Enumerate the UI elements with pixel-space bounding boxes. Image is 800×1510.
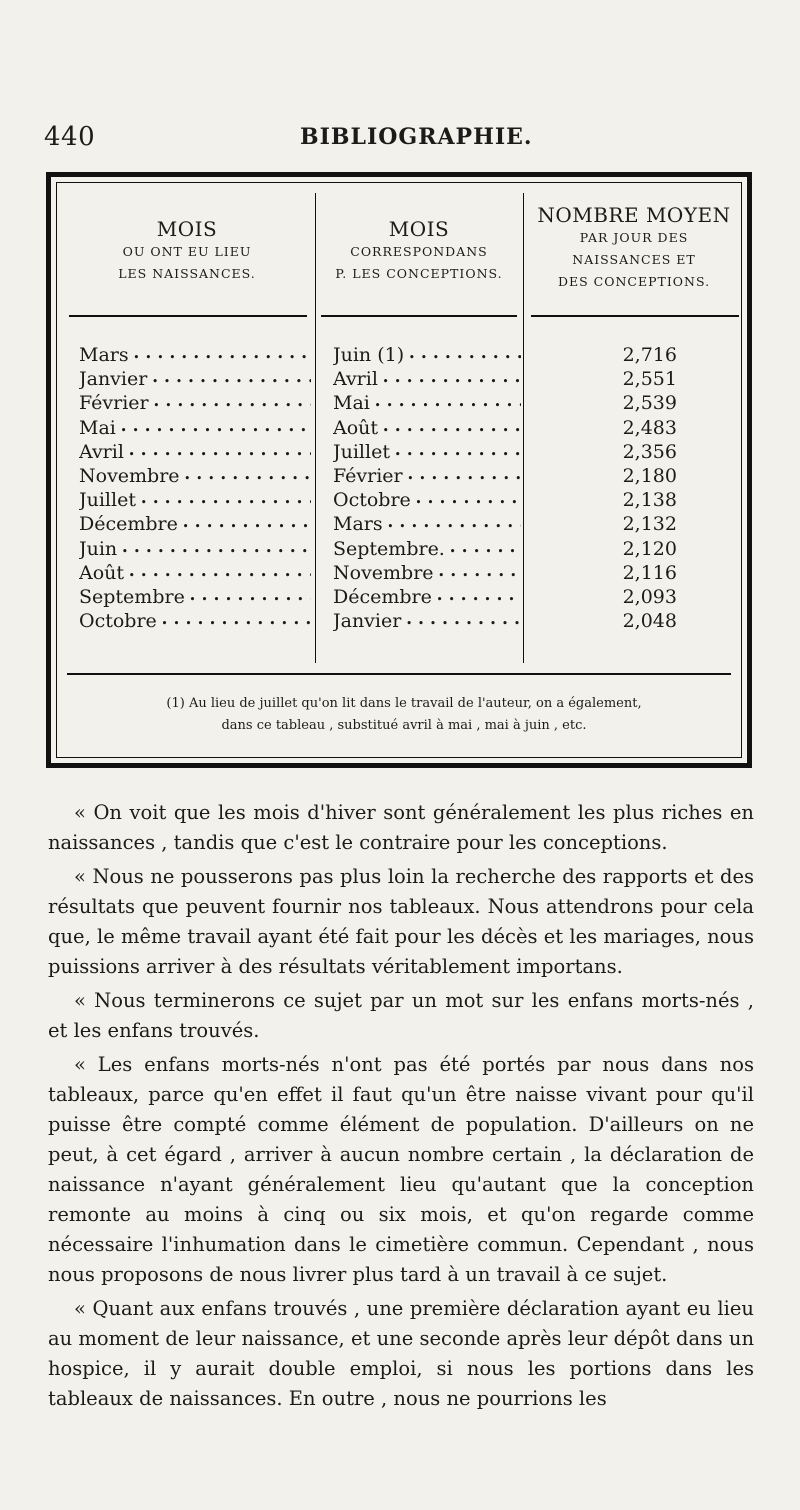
header-subtitle: LES NAISSANCES.	[118, 266, 256, 281]
conception-month-cell: Mars • • •	[333, 512, 521, 539]
average-cell: 2,539	[622, 392, 677, 415]
table-bottom-rule	[67, 673, 731, 675]
average-cell: 2,048	[622, 610, 677, 633]
conception-month-cell: Novembre • • •	[333, 561, 521, 588]
birth-month-cell: Novembre • • •	[79, 464, 311, 491]
average-cell: 2,180	[622, 464, 677, 487]
header-subtitle: CORRESPONDANS	[350, 244, 488, 259]
conception-month-cell: Septembre. • • •	[333, 537, 521, 564]
header-title: MOIS	[388, 217, 450, 241]
running-title: BIBLIOGRAPHIE.	[300, 124, 533, 150]
header-subtitle: NAISSANCES ET	[572, 252, 696, 267]
conception-month-cell: Décembre • • •	[333, 585, 521, 612]
paragraph: « Les enfans morts-nés n'ont pas été portés par nous dans nos tableaux, parce qu'en effet il faut qu'un être naisse vivant pour qu'il puisse être compté comme élément de population. D'ailleurs on ne peut, à cet égard , arriver à aucun nombre certain , la déclaration de naissance n'ayant généralement lieu qu'autant que la conception remonte au moins à cinq ou six mois, et qu'on regarde comme nécessaire l'inhumation dans le cimetière commun. Cependant , nous nous proposons de nous livrer plus tard à un travail à ce sujet.	[48, 1053, 754, 1286]
table-row	[57, 488, 741, 512]
table-row	[57, 416, 741, 440]
average-cell: 2,356	[622, 440, 677, 463]
conception-month-cell: Juillet • • •	[333, 440, 521, 467]
birth-month-cell: Avril • • •	[79, 440, 311, 467]
header-birth-month	[67, 217, 307, 285]
table-row	[57, 391, 741, 415]
average-cell: 2,093	[622, 585, 677, 608]
page-header	[44, 122, 764, 158]
birth-month-cell: Mai • • •	[79, 416, 311, 443]
birth-month-cell: Août • • •	[79, 561, 311, 588]
paragraph: « Nous ne pousserons pas plus loin la recherche des rapports et des résultats que peuvent fournir nos tableaux. Nous attendrons pour cela que, le même travail ayant été fait pour les décès et les mariages, nous puissions arriver à des résultats véritablement importans.	[48, 865, 754, 978]
paragraph: « Nous terminerons ce sujet par un mot sur les enfans morts-nés , et les enfans trouvés.	[48, 989, 754, 1042]
birth-month-cell: Septembre • • •	[79, 585, 311, 612]
table-footnote	[87, 693, 721, 737]
header-subtitle: P. LES CONCEPTIONS.	[335, 266, 503, 281]
table-inner-border	[56, 182, 742, 758]
birth-month-cell: Janvier • • •	[79, 367, 311, 394]
header-title: MOIS	[156, 217, 218, 241]
header-rule	[321, 315, 517, 317]
header-subtitle: DES CONCEPTIONS.	[557, 274, 711, 289]
table-row	[57, 440, 741, 464]
conception-month-cell: Mai • • •	[333, 391, 521, 418]
paragraph: « Quant aux enfans trouvés , une première déclaration ayant eu lieu au moment de leur naissance, et une seconde après leur dépôt dans un hospice, il y aurait double emploi, si nous les portions dans les tableaux de naissances. En outre , nous ne pourrions les	[48, 1297, 754, 1410]
conception-month-cell: Juin (1) • • •	[333, 343, 521, 370]
average-cell: 2,116	[622, 561, 677, 584]
table-row	[57, 609, 741, 633]
conception-month-cell: Février • • •	[333, 464, 521, 491]
birth-month-cell: Octobre • • •	[79, 609, 311, 636]
births-conceptions-table	[46, 172, 752, 768]
average-cell: 2,483	[622, 416, 677, 439]
header-title: NOMBRE MOYEN	[537, 203, 731, 227]
table-body	[57, 343, 741, 633]
birth-month-cell: Mars • • •	[79, 343, 311, 370]
birth-month-cell: Juin • • •	[79, 537, 311, 564]
table-row	[57, 537, 741, 561]
table-row	[57, 585, 741, 609]
header-conception-month	[319, 217, 519, 285]
average-cell: 2,132	[622, 513, 677, 536]
page-number: 440	[44, 122, 96, 152]
conception-month-cell: Octobre • • •	[333, 488, 521, 515]
conception-month-cell: Août • • •	[333, 416, 521, 443]
table-row	[57, 343, 741, 367]
conception-month-cell: Avril • • •	[333, 367, 521, 394]
average-cell: 2,138	[622, 489, 677, 512]
table-row	[57, 512, 741, 536]
average-cell: 2,551	[622, 368, 677, 391]
average-cell: 2,716	[622, 344, 677, 366]
body-text	[48, 798, 754, 1418]
header-daily-average	[527, 203, 741, 293]
footnote-line: (1) Au lieu de juillet qu'on lit dans le travail de l'auteur, on a également,	[166, 696, 642, 711]
birth-month-cell: Décembre • • •	[79, 512, 311, 539]
header-subtitle: OU ONT EU LIEU	[122, 244, 252, 259]
conception-month-cell: Janvier • • •	[333, 609, 521, 636]
average-cell: 2,120	[622, 537, 677, 560]
table-row	[57, 561, 741, 585]
paragraph: « On voit que les mois d'hiver sont généralement les plus riches en naissances , tandis que c'est le contraire pour les conceptions.	[48, 801, 754, 854]
table-row	[57, 464, 741, 488]
header-rule	[69, 315, 307, 317]
header-rule	[531, 315, 739, 317]
table-row	[57, 367, 741, 391]
footnote-line: dans ce tableau , substitué avril à mai , mai à juin , etc.	[221, 718, 587, 733]
birth-month-cell: Juillet • • •	[79, 488, 311, 515]
birth-month-cell: Février • • •	[79, 391, 311, 418]
header-subtitle: PAR JOUR DES	[579, 230, 689, 245]
